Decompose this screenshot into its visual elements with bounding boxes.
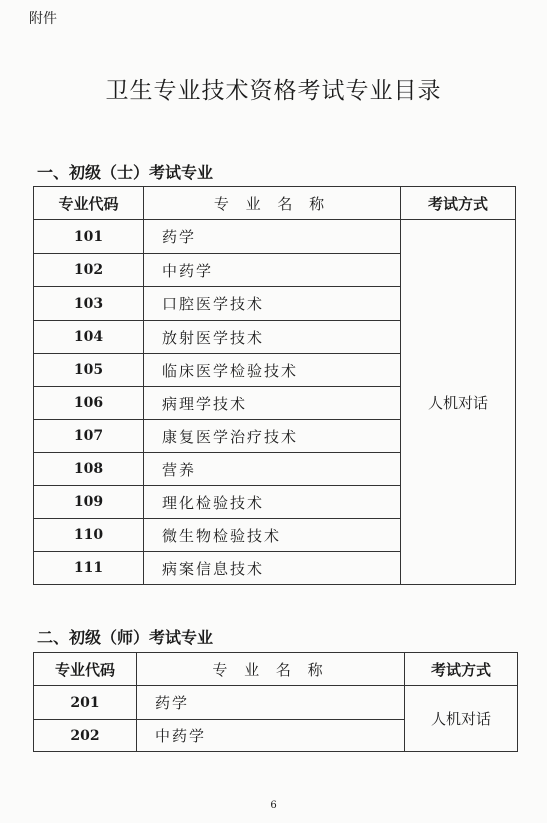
specialty-name: 营养 [144, 453, 401, 486]
specialty-name: 理化检验技术 [144, 486, 401, 519]
specialty-code: 110 [34, 519, 144, 552]
specialty-name: 中药学 [144, 254, 401, 287]
specialty-code: 109 [34, 486, 144, 519]
specialty-name: 微生物检验技术 [144, 519, 401, 552]
exam-mode: 人机对话 [405, 686, 518, 752]
table-header-row [34, 187, 516, 220]
specialty-code: 101 [34, 220, 144, 254]
page-title: 卫生专业技术资格考试专业目录 [105, 78, 442, 104]
page-number: 6 [270, 800, 277, 811]
specialty-code: 103 [34, 287, 144, 321]
specialty-name: 口腔医学技术 [144, 287, 401, 321]
annex-label: 附件 [29, 11, 57, 27]
specialty-code: 102 [34, 254, 144, 287]
section-heading: 二、初级（师）考试专业 [37, 628, 214, 647]
specialty-name: 放射医学技术 [144, 321, 401, 354]
header-name: 专 业 名 称 [144, 187, 401, 220]
specialty-code: 105 [34, 354, 144, 387]
specialty-name: 临床医学检验技术 [144, 354, 401, 387]
header-mode: 考试方式 [401, 187, 516, 220]
specialty-code: 201 [34, 686, 137, 720]
specialty-code: 202 [34, 720, 137, 752]
exam-mode: 人机对话 [401, 220, 516, 585]
specialty-code: 111 [34, 552, 144, 585]
table-header-row [34, 653, 518, 686]
section-heading: 一、初级（士）考试专业 [37, 163, 214, 182]
header-code: 专业代码 [34, 187, 144, 220]
specialty-name: 药学 [144, 220, 401, 254]
specialty-table-junior-practitioner [33, 652, 518, 752]
table-row [34, 220, 516, 254]
specialty-name: 药学 [137, 686, 405, 720]
specialty-name: 中药学 [137, 720, 405, 752]
specialty-code: 104 [34, 321, 144, 354]
specialty-code: 106 [34, 387, 144, 420]
specialty-code: 108 [34, 453, 144, 486]
specialty-name: 病理学技术 [144, 387, 401, 420]
specialty-code: 107 [34, 420, 144, 453]
header-name: 专 业 名 称 [137, 653, 405, 686]
table-row [34, 686, 518, 720]
header-code: 专业代码 [34, 653, 137, 686]
specialty-name: 康复医学治疗技术 [144, 420, 401, 453]
specialty-table-junior-technician [33, 186, 516, 585]
header-mode: 考试方式 [405, 653, 518, 686]
specialty-name: 病案信息技术 [144, 552, 401, 585]
